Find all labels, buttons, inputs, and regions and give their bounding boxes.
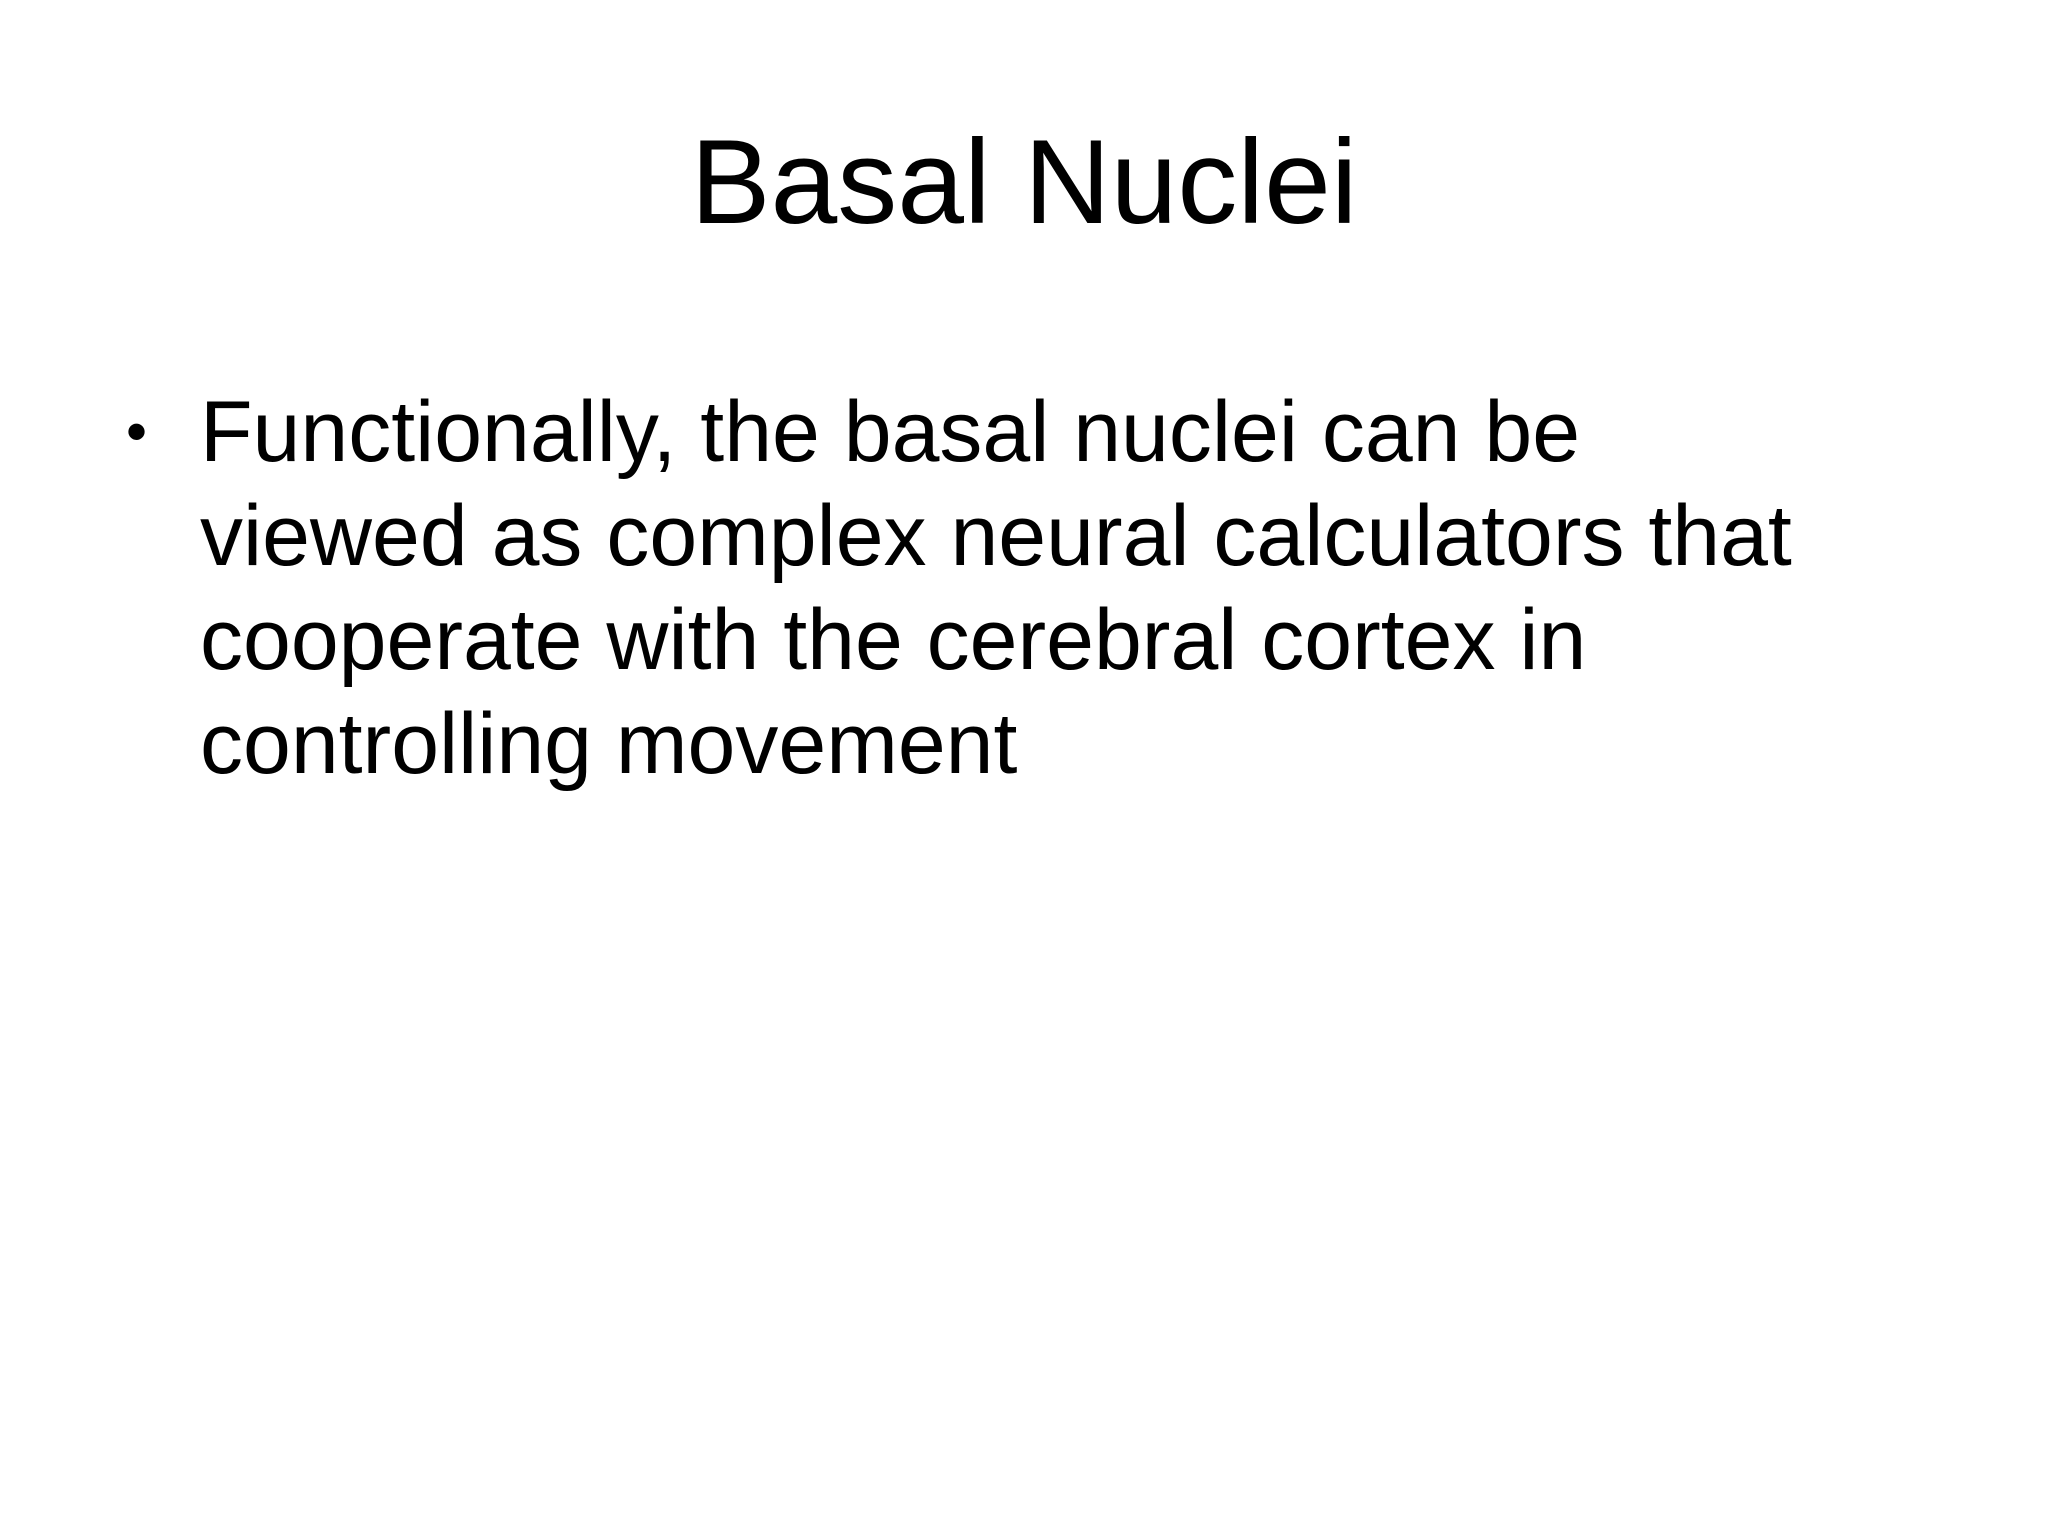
bullet-line: viewed as complex neural calculators that [200,488,1792,584]
slide-title: Basal Nuclei [690,115,1358,249]
bullet-text [200,380,2000,796]
bullet-marker-icon: • [126,398,148,465]
bullet-line: controlling movement [200,696,1018,792]
bullet-line: Functionally, the basal nuclei can be [200,384,1581,480]
bullet-line: cooperate with the cerebral cortex in [200,592,1587,688]
